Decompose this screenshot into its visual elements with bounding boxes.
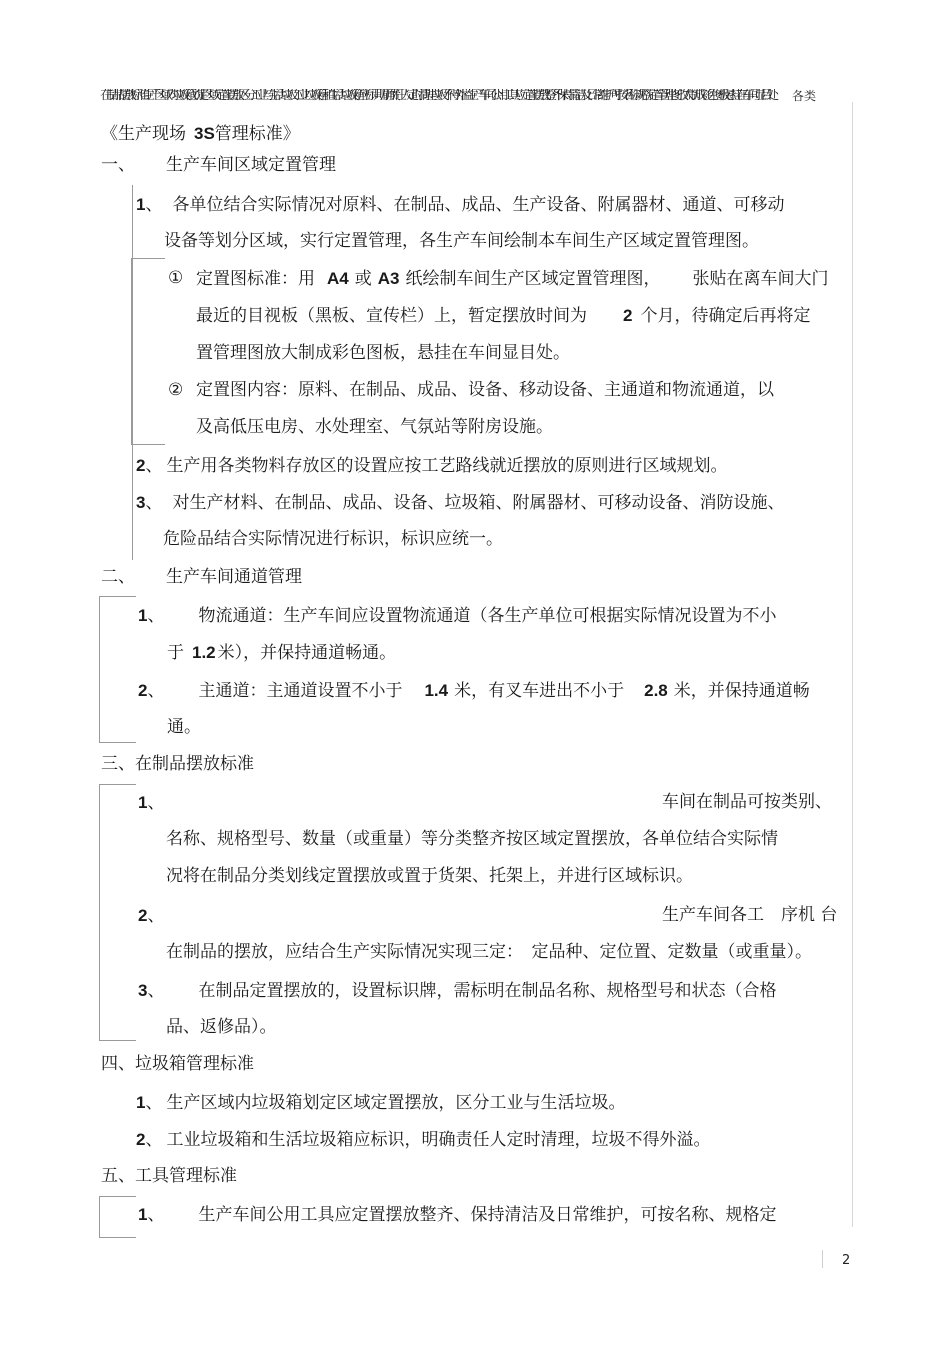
section-4-title: 四、垃圾箱管理标准 (101, 1054, 254, 1074)
s3-item-2-line-2: 在制品的摆放，应结合生产实际情况实现三定： 定品种、定位置、定数量（或重量）。 (166, 942, 812, 962)
bracket-s2 (99, 596, 136, 743)
s3-item-2-right: 生产车间各工 序机 台 (662, 905, 838, 925)
s1-circled-1-line-3: 置管理图放大制成彩色图板，悬挂在车间显目处。 (196, 343, 570, 363)
s3-item-2-number: 2、 (138, 906, 165, 926)
s1-circled-1-marker: ① (168, 268, 184, 288)
s4-item-1: 1、 生产区域内垃圾箱划定区域定置摆放，区分工业与生活垃圾。 (136, 1093, 626, 1113)
s3-item-1-line-3: 况将在制品分类划线定置摆放或置于货架、托架上，并进行区域标识。 (166, 866, 693, 886)
section-5-title: 五、工具管理标准 (101, 1166, 237, 1186)
doc-title: 《生产现场 3S管理标准》 (101, 124, 300, 144)
header-tail-text: 各类 (792, 89, 817, 103)
s5-item-1: 1、 生产车间公用工具应定置摆放整齐、保持清洁及日常维护，可按名称、规格定 (138, 1205, 777, 1225)
s1-circled-2-marker: ② (168, 380, 184, 400)
section-1-title: 生产车间区域定置管理 (166, 155, 336, 175)
header-garbled-text: 在制品摆放标准生产区域内垃圾箱划定区域定置摆放区分工业与生活垃圾工业垃圾箱和生活垃圾箱应标识明确责任人定时清理垃圾不得外溢生产车间公用工具应定置摆放整齐保持清洁及日常维护可按名称规格定置管理图放大制成彩色图板悬挂在车间显目处 (100, 89, 773, 103)
section-2-number: 二、 (101, 567, 135, 587)
s1-item-1-line-2: 设备等划分区域，实行定置管理，各生产车间绘制本车间生产区域定置管理图。 (164, 231, 759, 251)
s2-item-1: 1、 物流通道：生产车间应设置物流通道（各生产单位可根据实际情况设置为不小 (138, 606, 777, 626)
page-number: 2 (842, 1253, 851, 1268)
s3-item-1-line-2: 名称、规格型号、数量（或重量）等分类整齐按区域定置摆放，各单位结合实际情 (166, 829, 778, 849)
section-2-title: 生产车间通道管理 (166, 567, 302, 587)
s1-item-2: 2、 生产用各类物料存放区的设置应按工艺路线就近摆放的原则进行区域规划。 (136, 456, 728, 476)
s3-item-3-line-2: 品、返修品）。 (166, 1017, 277, 1037)
s1-circled-1-line-1: 定置图标准：用 A4 或 A3 纸绘制车间生产区域定置管理图， 张贴在离车间大门 (196, 269, 829, 289)
s1-circled-2-line-1: 定置图内容：原料、在制品、成品、设备、移动设备、主通道和物流通道，以 (196, 380, 774, 400)
s1-circled-1-line-2: 最近的目视板（黑板、宣传栏）上，暂定摆放时间为 2 个月，待确定后再将定 (196, 306, 811, 326)
page-number-divider (822, 1250, 823, 1268)
s1-circled-2-line-2: 及高低压电房、水处理室、气氛站等附房设施。 (196, 417, 553, 437)
s3-item-3: 3、 在制品定置摆放的，设置标识牌，需标明在制品名称、规格型号和状态（合格 (138, 981, 777, 1001)
bracket-s5 (99, 1196, 136, 1238)
right-frame-line (852, 102, 853, 1227)
s3-item-1-number: 1、 (138, 793, 165, 813)
s3-item-1-right: 车间在制品可按类别、 (662, 792, 832, 812)
section-3-title: 三、在制品摆放标准 (101, 754, 254, 774)
section-1-number: 一、 (101, 155, 135, 175)
s2-item-2-line-2: 通。 (167, 717, 201, 737)
bracket-s1-circled (131, 258, 165, 445)
s1-item-1: 1、 各单位结合实际情况对原料、在制品、成品、生产设备、附属器材、通道、可移动 (136, 195, 785, 215)
s2-item-2: 2、 主通道：主通道设置不小于 1.4 米，有叉车进出不小于 2.8 米，并保持通道畅 (138, 681, 810, 701)
bracket-s3 (99, 784, 136, 1041)
s2-item-1-line-2: 于 1.2 米），并保持通道畅通。 (167, 643, 397, 663)
s4-item-2: 2、 工业垃圾箱和生活垃圾箱应标识，明确责任人定时清理，垃圾不得外溢。 (136, 1130, 711, 1150)
s1-item-3: 3、 对生产材料、在制品、成品、设备、垃圾箱、附属器材、可移动设备、消防设施、 (136, 493, 785, 513)
s1-item-3-line-2: 危险品结合实际情况进行标识，标识应统一。 (163, 529, 503, 549)
